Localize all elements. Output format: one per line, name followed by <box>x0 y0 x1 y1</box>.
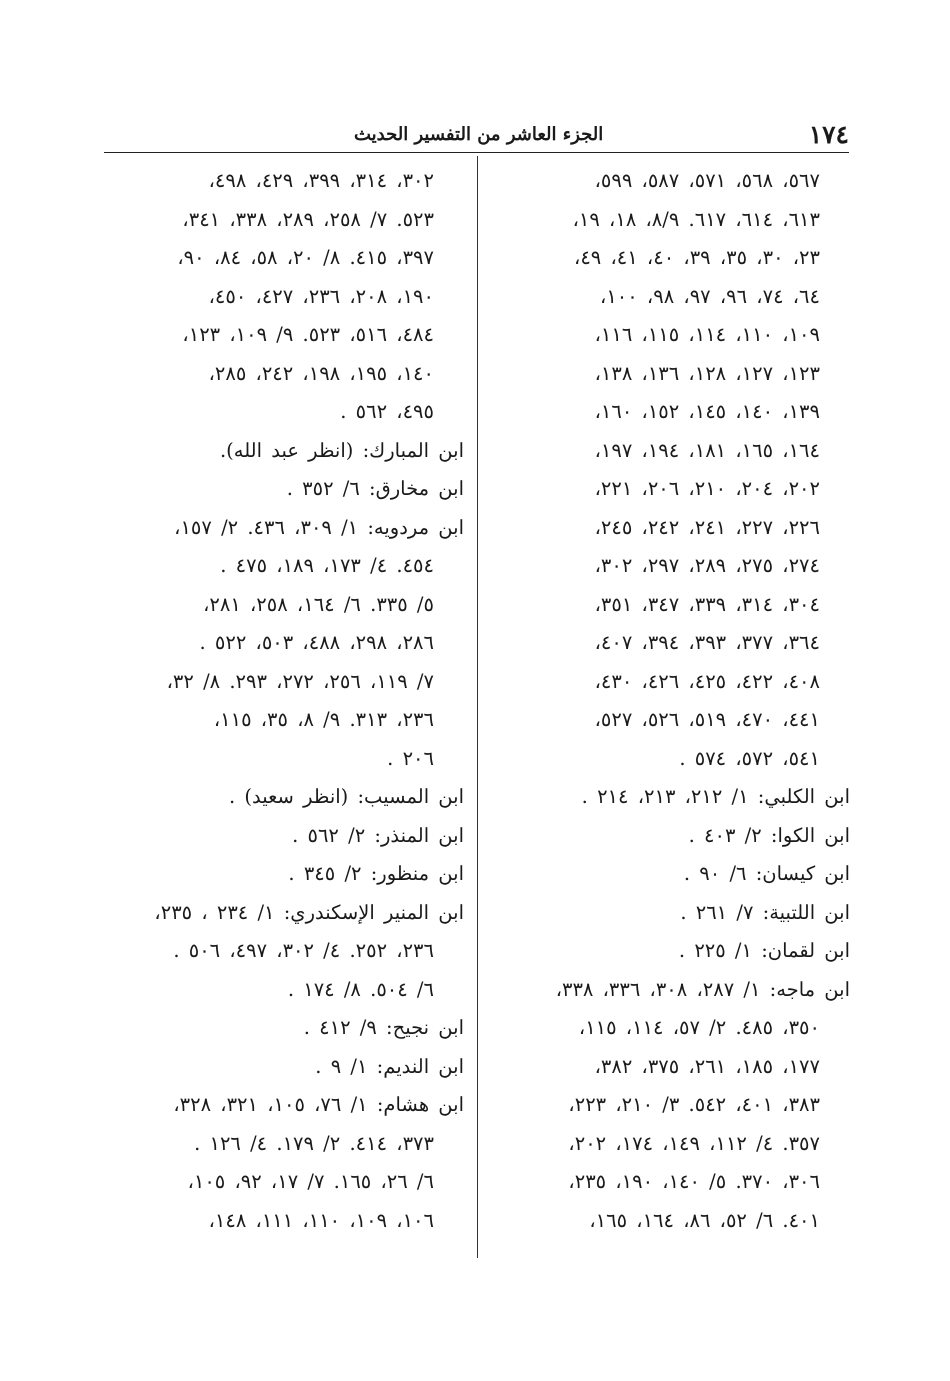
index-continuation-line: ٥/ ٣٣٥. ٦/ ١٦٤، ٢٥٨، ٢٨١، <box>203 592 434 616</box>
index-entry: ابن نجيح: ٩/ ٤١٢ . <box>303 1016 464 1039</box>
column-divider <box>477 156 478 1258</box>
header-rule <box>104 152 849 153</box>
left-column <box>104 162 464 1240</box>
index-continuation-line: ٢٣، ٣٠، ٣٥، ٣٩، ٤٠، ٤١، ٤٩، <box>574 246 820 269</box>
index-continuation-line: ١٩٠، ٢٠٨، ٢٣٦، ٤٢٧، ٤٥٠، <box>208 284 434 308</box>
index-continuation-line: ٣٠٢، ٣١٤، ٣٩٩، ٤٢٩، ٤٩٨، <box>208 169 434 192</box>
index-continuation-line: ٣٨٣، ٤٠١، ٥٤٢. ٣/ ٢١٠، ٢٢٣، <box>568 1093 820 1116</box>
index-continuation-line: ١٢٣، ١٢٧، ١٢٨، ١٣٦، ١٣٨، <box>594 361 820 385</box>
index-entry: ابن مخارق: ٦/ ٣٥٢ . <box>286 477 464 500</box>
index-entry: ابن اللتبية: ٧/ ٢٦١ . <box>680 900 850 924</box>
index-entry: ابن منظور: ٢/ ٣٤٥ . <box>288 862 464 885</box>
index-entry: ابن المسيب: (انظر سعيد) . <box>229 785 464 808</box>
right-column <box>493 162 850 1240</box>
index-entry: ابن المنذر: ٢/ ٥٦٢ . <box>292 823 464 847</box>
index-continuation-line: ١٠٩، ١١٠، ١١٤، ١١٥، ١١٦، <box>594 323 820 346</box>
index-continuation-line: ١٠٦، ١٠٩، ١١٠، ١١١، ١٤٨، <box>208 1208 434 1232</box>
index-continuation-line: ٦٤، ٧٤، ٩٦، ٩٧، ٩٨، ١٠٠، <box>600 284 820 308</box>
index-entry: ابن النديم: ١/ ٩ . <box>315 1054 464 1078</box>
index-continuation-line: ٢٨٦، ٢٩٨، ٤٨٨، ٥٠٣، ٥٢٢ . <box>199 631 434 654</box>
index-continuation-line: ٤٥٤. ٤/ ١٧٣، ١٨٩، ٤٧٥ . <box>220 554 434 577</box>
index-continuation-line: ٤٠٨، ٤٢٢، ٤٢٥، ٤٢٦، ٤٣٠، <box>594 669 820 693</box>
index-continuation-line: ٦/ ٢٦، ١٦٥. ٧/ ١٧، ٩٢، ١٠٥، <box>187 1170 434 1193</box>
index-continuation-line: ٦١٣، ٦١٤، ٦١٧. ٨/٩، ١٨، ١٩، <box>572 207 820 231</box>
index-continuation-line: ٣٦٤، ٣٧٧، ٣٩٣، ٣٩٤، ٤٠٧، <box>594 631 820 654</box>
index-continuation-line: ٣٥٧. ٤/ ١١٢، ١٤٩، ١٧٤، ٢٠٢، <box>568 1131 820 1155</box>
index-entry: ابن الكلبي: ١/ ٢١٢، ٢١٣، ٢١٤ . <box>581 785 850 808</box>
index-continuation-line: ٤٩٥، ٥٦٢ . <box>340 400 434 423</box>
index-continuation-line: ٧/ ١١٩، ٢٥٦، ٢٧٢، ٢٩٣. ٨/ ٣٢، <box>166 669 434 693</box>
index-entry: ابن المبارك: (انظر عبد الله). <box>219 438 464 462</box>
index-continuation-line: ٣٠٦، ٣٧٠. ٥/ ١٤٠، ١٩٠، ٢٣٥، <box>568 1170 820 1193</box>
index-continuation-line: ١٣٩، ١٤٠، ١٤٥، ١٥٢، ١٦٠، <box>594 400 820 423</box>
index-continuation-line: ٢٣٦، ٢٥٢. ٤/ ٣٠٢، ٤٩٧، ٥٠٦ . <box>173 939 434 962</box>
page-header <box>104 112 849 150</box>
index-continuation-line: ١٤٠، ١٩٥، ١٩٨، ٢٤٢، ٢٨٥، <box>208 361 434 385</box>
index-continuation-line: ٤٤١، ٤٧٠، ٥١٩، ٥٢٦، ٥٢٧، <box>594 708 820 731</box>
running-title: الجزء العاشر من التفسير الحديث <box>354 124 604 145</box>
index-entry: ابن الكوا: ٢/ ٤٠٣ . <box>688 823 850 847</box>
index-continuation-line: ٢٠٢، ٢٠٤، ٢١٠، ٢٠٦، ٢٢١، <box>594 477 820 500</box>
index-continuation-line: ٤٨٤، ٥١٦، ٥٢٣. ٩/ ١٠٩، ١٢٣، <box>182 323 434 346</box>
index-continuation-line: ٦/ ٥٠٤. ٨/ ١٧٤ . <box>287 977 434 1001</box>
index-continuation-line: ١٧٧، ١٨٥، ٢٦١، ٣٧٥، ٣٨٢، <box>594 1054 820 1078</box>
index-continuation-line: ٥٤١، ٥٧٢، ٥٧٤ . <box>679 746 820 770</box>
index-entry: ابن ماجه: ١/ ٢٨٧، ٣٠٨، ٣٣٦، ٣٣٨، <box>555 977 850 1001</box>
index-entry: ابن مردويه: ١/ ٣٠٩، ٤٣٦. ٢/ ١٥٧، <box>174 515 464 539</box>
index-continuation-line: ١٦٤، ١٦٥، ١٨١، ١٩٤، ١٩٧، <box>594 438 820 462</box>
index-continuation-line: ٥٢٣. ٧/ ٢٥٨، ٢٨٩، ٣٣٨، ٣٤١، <box>182 207 434 231</box>
index-continuation-line: ٣٧٣، ٤١٤. ٢/ ١٧٩. ٤/ ١٢٦ . <box>194 1131 434 1155</box>
index-continuation-line: ٢٧٤، ٢٧٥، ٢٨٩، ٢٩٧، ٣٠٢، <box>594 554 820 577</box>
index-continuation-line: ٣٥٠، ٤٨٥. ٢/ ٥٧، ١١٤، ١١٥، <box>578 1016 820 1039</box>
page-number: ١٧٤ <box>808 120 849 149</box>
index-continuation-line: ٣٠٤، ٣١٤، ٣٣٩، ٣٤٧، ٣٥١، <box>594 592 820 616</box>
index-continuation-line: ٣٩٧، ٤١٥. ٨/ ٢٠، ٥٨، ٨٤، ٩٠، <box>177 246 434 269</box>
index-entry: ابن كيسان: ٦/ ٩٠ . <box>683 862 850 885</box>
index-entry: ابن هشام: ١/ ٧٦، ١٠٥، ٣٢١، ٣٢٨، <box>173 1093 464 1116</box>
index-continuation-line: ٤٠١. ٦/ ٥٢، ٨٦، ١٦٤، ١٦٥، <box>589 1208 820 1232</box>
index-continuation-line: ٢٣٦، ٣١٣. ٩/ ٨، ٣٥، ١١٥، <box>213 708 434 731</box>
index-entry: ابن لقمان: ١/ ٢٢٥ . <box>678 939 850 962</box>
index-continuation-line: ٥٦٧، ٥٦٨، ٥٧١، ٥٨٧، ٥٩٩، <box>594 169 820 192</box>
index-entry: ابن المنير الإسكندري: ١/ ٢٣٤ ، ٢٣٥، <box>154 900 464 924</box>
index-continuation-line: ٢٠٦ . <box>387 746 434 770</box>
index-continuation-line: ٢٢٦، ٢٢٧، ٢٤١، ٢٤٢، ٢٤٥، <box>594 515 820 539</box>
